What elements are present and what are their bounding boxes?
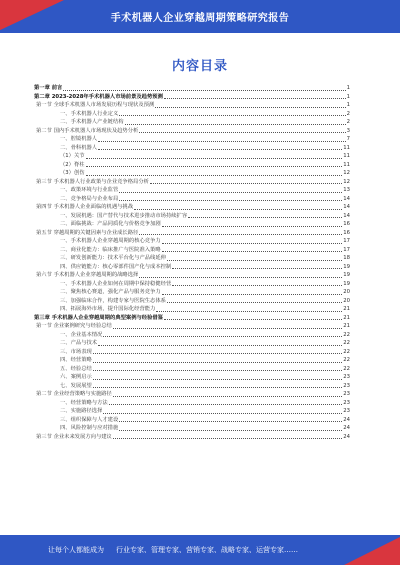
toc-entry[interactable]	[34, 186, 350, 195]
toc-leader-dots	[164, 98, 346, 99]
toc-entry-page: 14	[343, 195, 350, 202]
toc-entry-title: 第六节 手术机器人企业穿越周期的战略选择	[36, 272, 139, 278]
toc-entry-page: 16	[343, 221, 350, 227]
toc-entry-title: 四、供应链能力：核心零部件国产化与成本控制	[60, 263, 172, 270]
toc-entry-title: 二、实施路径选择	[60, 408, 103, 414]
toc-entry-title: 第三节 企业未来发展方向与建议	[36, 433, 112, 440]
toc-entry-title: 第一节 企业案例研究与经验总结	[36, 323, 112, 329]
toc-leader-dots	[119, 200, 342, 201]
toc-entry-title: 二、竞争格局与企业布局	[60, 195, 119, 202]
toc-entry[interactable]	[34, 229, 350, 238]
toc-leader-dots	[188, 217, 342, 218]
toc-entry[interactable]	[34, 220, 350, 229]
toc-entry-page: 23	[343, 391, 350, 397]
toc-entry-page: 23	[343, 399, 350, 406]
toc-leader-dots	[103, 413, 342, 414]
toc-entry[interactable]	[34, 203, 350, 212]
toc-entry-page: 14	[343, 204, 350, 210]
toc-entry-page: 24	[343, 433, 350, 440]
toc-entry-title: 一、政策环境与行业监管	[60, 187, 119, 193]
toc-leader-dots	[119, 192, 342, 193]
toc-leader-dots	[119, 115, 345, 116]
toc-leader-dots	[162, 226, 343, 227]
toc-leader-dots	[98, 345, 342, 346]
toc-entry[interactable]	[34, 322, 350, 331]
toc-entry-title: 第一节 全球手术机器人市场发展历程与现状及预测	[36, 102, 155, 108]
toc-leader-dots	[119, 421, 342, 422]
toc-entry-title: 二、手术机器人产业链结构	[60, 119, 124, 125]
toc-entry-page: 17	[343, 246, 350, 253]
footer-accent-triangle	[344, 535, 400, 565]
toc-leader-dots	[167, 260, 342, 261]
toc-entry[interactable]	[34, 152, 350, 161]
toc-entry-page: 22	[343, 357, 350, 363]
toc-leader-dots	[172, 285, 342, 286]
toc-entry[interactable]	[34, 237, 350, 246]
toc-entry[interactable]	[34, 399, 350, 408]
toc-entry[interactable]	[34, 305, 350, 314]
toc-entry[interactable]	[34, 331, 350, 340]
toc-entry-title: 五、经验总结	[60, 365, 92, 372]
toc-entry-page: 21	[343, 314, 350, 321]
toc-leader-dots	[86, 158, 343, 159]
toc-entry-page: 21	[343, 323, 350, 329]
toc-entry-page: 17	[343, 238, 350, 244]
toc-leader-dots	[109, 404, 343, 405]
toc-entry-title: 一、企业基本情况	[60, 331, 103, 338]
toc-entry[interactable]	[34, 135, 350, 144]
page-header	[0, 0, 400, 33]
toc-entry-page: 23	[343, 408, 350, 414]
toc-entry-page: 21	[343, 306, 350, 312]
toc-entry-page: 2	[346, 110, 350, 117]
toc-entry-title: 四、经营策略	[60, 357, 92, 363]
toc-entry-page: 19	[343, 280, 350, 287]
toc-entry-title: 二、聚焦核心赛道，强化产品与服务竞争力	[60, 289, 161, 295]
toc-entry-title: 二、商业化能力：临床推广与医院准入策略	[60, 246, 161, 253]
toc-entry[interactable]	[34, 271, 350, 280]
toc-entry[interactable]	[34, 314, 350, 323]
toc-entry[interactable]	[34, 118, 350, 127]
toc-entry[interactable]	[34, 424, 350, 433]
toc-leader-dots	[113, 396, 342, 397]
toc-leader-dots	[164, 319, 342, 320]
toc-entry-page: 20	[343, 289, 350, 295]
toc-entry[interactable]	[34, 101, 350, 110]
toc-leader-dots	[93, 379, 342, 380]
toc-leader-dots	[139, 234, 342, 235]
toc-leader-dots	[162, 243, 343, 244]
toc-entry-title: 三、加强临床合作，构建专家与医院生态体系	[60, 297, 166, 304]
toc-entry-page: 2	[346, 119, 350, 125]
toc-entry-page: 7	[346, 136, 350, 142]
toc-entry-title: （2）脊柱	[60, 161, 85, 168]
toc-entry-title: （3）创伤	[60, 170, 85, 176]
table-of-contents	[34, 84, 350, 441]
toc-leader-dots	[93, 353, 342, 354]
toc-entry[interactable]	[34, 365, 350, 374]
report-title: 手术机器人企业穿越周期策略研究报告	[110, 13, 290, 24]
toc-entry[interactable]	[34, 246, 350, 255]
toc-entry-page: 16	[343, 229, 350, 236]
toc-entry-page: 11	[343, 161, 350, 168]
toc-entry[interactable]	[34, 212, 350, 221]
toc-entry[interactable]	[34, 195, 350, 204]
toc-entry-page: 19	[343, 272, 350, 278]
toc-entry-title: 第二章 2023-2028年手术机器人市场前景及趋势预测	[34, 93, 163, 100]
toc-entry-page: 23	[343, 374, 350, 380]
toc-entry-page: 14	[343, 212, 350, 219]
toc-entry[interactable]	[34, 382, 350, 391]
toc-entry-page: 19	[343, 263, 350, 270]
toc-entry-page: 22	[343, 365, 350, 372]
toc-entry-title: 四、拓展海外市场，提升国际化经营能力	[60, 306, 156, 312]
toc-leader-dots	[93, 362, 342, 363]
toc-leader-dots	[155, 107, 345, 108]
toc-leader-dots	[113, 328, 342, 329]
toc-entry-title: 第三章 手术机器人企业穿越周期的典型案例与经验借鉴	[34, 314, 163, 321]
toc-entry-page: 1	[346, 102, 350, 108]
toc-leader-dots	[150, 183, 342, 184]
toc-leader-dots	[162, 294, 343, 295]
toc-leader-dots	[93, 370, 342, 371]
toc-entry-title: 第二节 国内手术机器人市场现状及趋势分析	[36, 127, 139, 134]
toc-entry-page: 22	[343, 340, 350, 346]
toc-entry-title: 一、手术机器人企业穿越周期的核心竞争力	[60, 238, 161, 244]
toc-entry[interactable]	[34, 297, 350, 306]
toc-entry[interactable]	[34, 373, 350, 382]
toc-entry-title: 第二节 企业经营策略与实施路径	[36, 391, 112, 397]
toc-entry[interactable]	[34, 390, 350, 399]
toc-entry-title: 第四节 手术机器人企业面临的机遇与挑战	[36, 204, 134, 210]
toc-entry-title: 一、发展机遇：国产替代与技术进步推动市场持续扩容	[60, 212, 188, 219]
toc-entry-page: 24	[343, 425, 350, 431]
toc-entry-title: 一、经营策略与方法	[60, 399, 108, 406]
toc-entry-title: 二、骨科机器人	[60, 144, 98, 151]
toc-entry-page: 11	[343, 153, 350, 159]
toc-entry-title: 三、组织保障与人才建设	[60, 416, 119, 423]
toc-entry-page: 22	[343, 331, 350, 338]
toc-entry[interactable]	[34, 127, 350, 136]
toc-entry-title: 二、产品与技术	[60, 340, 98, 346]
toc-leader-dots	[86, 166, 343, 167]
toc-heading: 内容目录	[171, 59, 228, 74]
toc-entry[interactable]	[34, 84, 350, 93]
page-footer	[0, 535, 400, 565]
toc-leader-dots	[167, 302, 342, 303]
toc-entry[interactable]	[34, 161, 350, 170]
toc-leader-dots	[125, 124, 346, 125]
toc-entry[interactable]	[34, 93, 350, 102]
toc-entry[interactable]	[34, 263, 350, 272]
toc-entry[interactable]	[34, 339, 350, 348]
toc-entry-title: 七、发展展望	[60, 382, 92, 389]
toc-entry-page: 3	[346, 127, 350, 134]
toc-entry-title: 第五节 穿越周期的关键因素与企业成长路径	[36, 229, 139, 236]
toc-entry[interactable]	[34, 254, 350, 263]
toc-leader-dots	[113, 438, 342, 439]
toc-entry-title: 第一章 前言	[34, 85, 63, 91]
toc-entry[interactable]	[34, 288, 350, 297]
toc-entry-title: （1）关节	[60, 153, 85, 159]
toc-leader-dots	[98, 141, 346, 142]
toc-entry-page: 20	[343, 297, 350, 304]
toc-leader-dots	[172, 268, 342, 269]
toc-leader-dots	[98, 149, 342, 150]
toc-leader-dots	[119, 430, 342, 431]
toc-entry-title: 六、案例启示	[60, 374, 92, 380]
toc-entry-page: 12	[343, 178, 350, 185]
footer-motto: 行业专家、管理专家、营销专家、战略专家、运营专家……	[116, 546, 298, 554]
toc-entry-page: 13	[343, 187, 350, 193]
toc-entry-page: 1	[346, 93, 350, 100]
toc-entry[interactable]	[34, 416, 350, 425]
toc-leader-dots	[162, 251, 343, 252]
toc-leader-dots	[156, 311, 342, 312]
toc-entry-title: 二、面临挑战：产品同质化与价格竞争加剧	[60, 221, 161, 227]
toc-entry[interactable]	[34, 348, 350, 357]
toc-entry[interactable]	[34, 178, 350, 187]
toc-entry-page: 18	[343, 255, 350, 261]
toc-leader-dots	[93, 387, 342, 388]
toc-entry[interactable]	[34, 433, 350, 442]
toc-entry[interactable]	[34, 169, 350, 178]
toc-entry-page: 24	[343, 416, 350, 423]
toc-entry-page: 11	[343, 144, 350, 151]
toc-entry-title: 三、市场表现	[60, 348, 92, 355]
toc-entry-page: 23	[343, 382, 350, 389]
toc-entry-title: 一、手术机器人企业如何在周期中保持稳健经营	[60, 280, 172, 287]
toc-entry-title: 第三节 手术机器人行业政策与企业竞争格局分析	[36, 178, 149, 185]
toc-entry-title: 三、研发创新能力：技术平台化与产品线延伸	[60, 255, 166, 261]
toc-entry-page: 12	[343, 170, 350, 176]
toc-leader-dots	[103, 336, 342, 337]
toc-entry-title: 一、腔镜机器人	[60, 136, 98, 142]
footer-slogan: 让每个人都能成为	[48, 546, 104, 554]
toc-entry[interactable]	[34, 407, 350, 416]
toc-leader-dots	[134, 209, 342, 210]
toc-entry-title: 一、手术机器人行业定义	[60, 110, 119, 117]
toc-entry[interactable]	[34, 280, 350, 289]
toc-leader-dots	[139, 277, 342, 278]
toc-leader-dots	[86, 175, 343, 176]
toc-leader-dots	[63, 90, 345, 91]
toc-entry-page: 1	[346, 85, 350, 91]
toc-entry[interactable]	[34, 144, 350, 153]
toc-entry-title: 四、风险控制与应对措施	[60, 425, 119, 431]
toc-entry[interactable]	[34, 110, 350, 119]
toc-leader-dots	[139, 132, 345, 133]
toc-entry-page: 22	[343, 348, 350, 355]
toc-entry[interactable]	[34, 356, 350, 365]
